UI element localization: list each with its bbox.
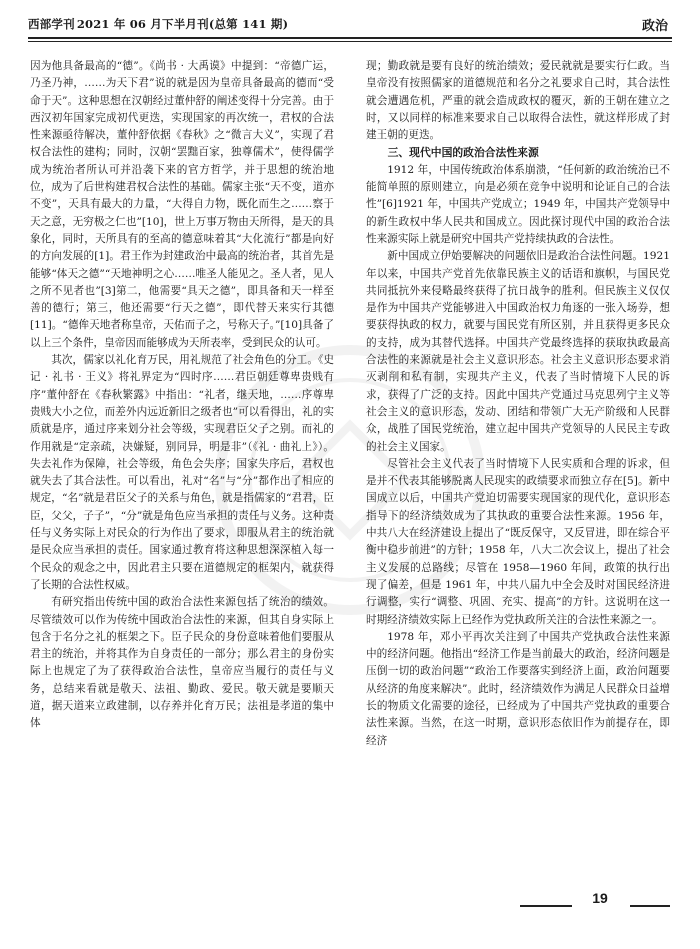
header-rule-thin — [28, 41, 672, 42]
left-column — [30, 58, 334, 904]
paragraph: 现；勤政就是要有良好的统治绩效；爱民就就是要实行仁政。当皇帝没有按照儒家的道德规范和名分之礼要求自己时，其合法性就会遭遇危机，严重的就会造成政权的覆灭，新的王朝在建立之时，又以同样的标准来要求自己以取得合法性，就这样形成了封建王朝的更迭。 — [366, 60, 670, 142]
journal-masthead: 西部学刊 — [28, 17, 75, 31]
paragraph: 新中国成立伊始要解决的问题依旧是政治合法性问题。1921 年以来，中国共产党首先依靠民族主义的话语和旗帜，与国民党共同抵抗外来侵略最终获得了抗日战争的胜利。但民族主义仅仅是作为中国共产党能够进入中国政治权力角逐的一张入场券，想要获得执政的权力，就要与国民党有所区别，并且获得更多民众的支持，成为其替代选择。中国共产党最终选择的获取执政最高合法性的来源就是社会主义意识形态。社会主义意识形态要求消灭剥削和私有制，实现共产主义，代表了当时情境下人民的诉求，获得了广泛的支持。因此中国共产党通过马克思列宁主义等社会主义的意识形态，发动、团结和带领广大无产阶级和人民群众，战胜了国民党统治，建立起中国共产党领导的人民民主专政的社会主义国家。 — [366, 250, 670, 453]
header-rule-thick — [28, 37, 672, 39]
paragraph: 有研究指出传统中国的政治合法性来源包括了统治的绩效。尽管绩效可以作为传统中国政治合法性的来源，但其自身实际上包含于名分之礼的框架之下。臣子民众的身份意味着他们要服从君主的统治，并将其作为自身责任的一部分；那么君主的身份实际上也规定了为了获得政治合法性，皇帝应当履行的责任与义务，总结来看就是敬天、法祖、勤政、爱民。敬天就是要顺天道，据天道来立政建制，以存养并化育万民；法祖是孝道的集中体 — [30, 596, 334, 730]
paragraph: 1912 年，中国传统政治体系崩溃，“任何新的政治统治已不能简单照的原则建立，向是必须在竞争中说明和论证自己的合法性”[6]1921 年，中国共产党成立；1949 年，中国共产党领导中的新生政权中华人民共和国成立。因此探讨现代中国的政治合法性来源实际上就是研究中国共产党持续执政的合法性。 — [366, 163, 670, 245]
issue-info: 2021 年 06 月下半月刊(总第 141 期) — [76, 17, 289, 31]
right-column — [366, 58, 670, 904]
page-header — [28, 8, 672, 38]
footer-rule-left — [520, 905, 572, 907]
section-heading: 三、现代中国的政治合法性来源 — [387, 146, 539, 160]
page-number: 19 — [592, 890, 608, 906]
section-title: 政治 — [641, 19, 668, 34]
journal-issue-line — [28, 16, 288, 32]
footer-rule-right — [630, 905, 670, 907]
paragraph: 尽管社会主义代表了当时情境下人民实质和合理的诉求，但是并不代表其能够脱离人民现实的政绩要求而独立存在[5]。新中国成立以后，中国共产党迫切需要实现国家的现代化，意识形态指导下的经济绩效成为了其执政的重要合法性来源。1956 年，中共八大在经济建设上提出了“既反保守，又反冒进，即在综合平衡中稳步前进”的方针；1958 年，八大二次会议上，提出了社会主义发展的总路线；尽管在 1958—1960 年间，政策的执行出现了偏差，但是 1961 年，中共八届九中全会及时对国民经济进行调整，实行“调整、巩固、充实、提高”的方针。这说明在这一时期经济绩效实际上已经作为党执政所关注的合法性来源之一。 — [366, 457, 670, 626]
paragraph: 其次，儒家以礼化育万民，用礼规范了社会角色的分工。《史记 · 礼书 · 王义》将礼界定为“四时序……君臣朝廷尊卑贵贱有序”董仲舒在《春秋繁露》中指出：“礼者，继天地，……序尊卑贵贱大小之位，而差外内远近新旧之级者也”可以看得出，礼的实质就是序，通过序来划分社会等级，实现君臣父子之别。而礼的作用就是“定亲疏，决嫌疑，别同异，明是非”（《礼 · 曲礼上》）。失去礼作为保障，社会等级，角色会失序；国家失序后，君权也就失去了其合法性。可以看出，礼对“名”与“分”都作出了相应的规定，“名”就是君臣父子的关系与角色，就是指儒家的“君君，臣臣，父父，子子”，“分”就是角色应当承担的责任与义务。这种责任与义务实际上对民众的行为作出了要求，即服从君主的统治就是民众应当承担的责任。国家通过教育将这种思想深深植入每一个民众的观念之中，因此君主只要在道德规定的框架内，就获得了长期的合法性权威。 — [30, 354, 334, 591]
paragraph: 因为他具备最高的“德”。《尚书 · 大禹谟》中提到：“帝德广运，乃圣乃神，……为天下君”说的就是因为皇帝具备最高的德而“受命于天”。这种思想在汉朝经过董仲舒的阐述变得十分完善。由于西汉初年国家完成初代更迭，实现国家的再次统一，君权的合法性来源亟待解决，董仲舒依据《春秋》之“微言大义”，实现了君权合法性的建构；同时，汉朝“罢黜百家，独尊儒术”，使得儒学成为统治者所认可并沿袭下来的官方哲学，并于思想的统治地位，成为了后世构建君权合法性的基础。儒家主张“天不变，道亦不变”，天具有最大的力量，“大得自力物，既化而生之……察于天之意，无穷极之仁也”[10]，世上万事万物由天所得，是天的具象化，同时，天所具有的至高的德意味着其“大化流行”都是向好的方向发展的[1]。君王作为封建政治中最高的统治者，其首先是能够“体天之德”“天地神明之心……唯圣人能见之。圣人者，见人之所不见者也”[3]第二，他需要“具天之德”，即具备和天一样至善的德行；第三，他还需要“行天之德”，即代替天来实行其德[11]。“德侔天地者称皇帝，天佑而子之，号称天子。”[10]具备了以上三个条件，皇帝因而能够成为天所表率，受到民众的认可。 — [30, 60, 334, 349]
paragraph: 1978 年，邓小平再次关注到了中国共产党执政合法性来源中的经济问题。他指出“经济工作是当前最大的政治，经济问题是压倒一切的政治问题”“政治工作要落实到经济上面，政治问题要从经济的角度来解决”。此时，经济绩效作为满足人民群众日益增长的物质文化需要的途径，已经成为了中国共产党执政的重要合法性来源。当然，在这一时期，意识形态依旧作为前提存在，即经济 — [366, 630, 670, 747]
